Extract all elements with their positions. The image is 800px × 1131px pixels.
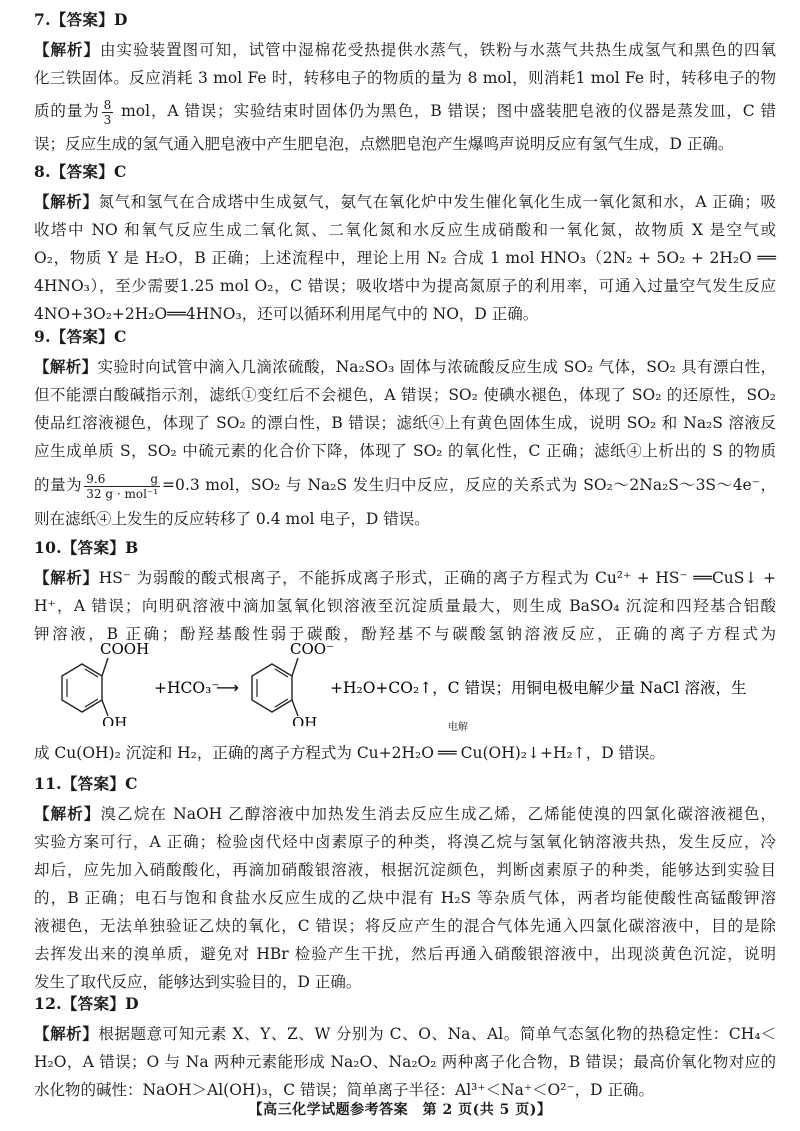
oh-label-2: OH [292,714,318,726]
q9-analysis: 【解析】实验时向试管中滴入几滴浓硫酸，Na₂SO₃ 固体与浓硫酸反应生成 SO₂ 气体，SO₂ 具有漂白性， 但不能漂白酸碱指示剂，滤纸①变红后不会褪色，A 错误；SO₂ 使碘水褪色，体现了 SO₂ 的还原性，SO₂ 使品红溶液褪色，体现了 SO₂ 的漂白性，B 错误；滤纸④上有黄色固体生成，说明 SO₂ 和 Na₂S 溶液反 应生成单质 S，SO₂ 中硫元素的化合价下降，体现了 SO₂ 的氧化性，C 正确；滤纸④上析出的 S 的物质 的量为 $\frac{9.6 g}{\text{32 g · mol⁻¹}}$ =0.3 mol，SO₂ 与 Na₂S 发生归中反应，反应的关系式为 SO₂～2Na₂S～3S～4e⁻， 则在滤纸④上发生的反应转移了 0.4 mol 电子，D 错误。 [34,357,776,528]
q7-header: 7.【答案】D [34,10,128,29]
q10-header: 10.【答案】B [34,538,139,557]
cooh-label: COOH [100,640,150,658]
reaction-arrow: ⟶ [216,678,239,697]
q12-analysis: 【解析】根据题意可知元素 X、Y、Z、W 分别为 C、O、Na、Al。简单气态氢化物的热稳定性：CH₄＜ H₂O，A 错误；O 与 Na 两种元素能形成 Na₂O、Na₂O₂ 两种离子化合物，B 错误；最高价氧化物对应的 水化物的碱性：NaOH＞Al(OH)₃，C 错误；简单离子半径：Al³⁺＜Na⁺＜O²⁻，D 正确。 [34,1024,776,1099]
q8-analysis: 【解析】氮气和氢气在合成塔中生成氨气，氨气在氧化炉中发生催化氧化生成一氧化氮和水，A 正确；吸 收塔中 NO 和氧气反应生成二氧化氮、二氧化氮和水反应生成硝酸和一氧化氮，故物质 X 是空气或 O₂，物质 Y 是 H₂O，B 正确；上述流程中，理论上用 N₂ 合成 1 mol HNO₃（2N₂ + 5O₂ + 2H₂O ══ 4HNO₃），至少需要1.25 mol O₂，C 错误；吸收塔中为提高氮原子的利用率，可通入过量空气发生反应 4NO+3O₂+2H₂O══4HNO₃，还可以循环利用尾气中的 NO，D 正确。 [34,192,776,323]
equation-tail: +H₂O+CO₂↑，C 错误；用铜电极电解少量 NaCl 溶液，生 [330,679,747,697]
coo-label: COO⁻ [290,640,334,658]
fraction-mol: $\frac{9.6 g}{\text{32 g · mol⁻¹}}$ [86,471,159,501]
q11-analysis: 【解析】溴乙烷在 NaOH 乙醇溶液中加热发生消去反应生成乙烯，乙烯能使溴的四氯化碳溶液褪色， 实验方案可行，A 正确；检验卤代烃中卤素原子的种类，将溴乙烷与氢氧化钠溶液共热，发生反应，冷 却后，应先加入硝酸酸化，再滴加硝酸银溶液，根据沉淀颜色，判断卤素原子的种类，能够达到实验目 的，B 正确；电石与饱和食盐水反应生成的乙炔中混有 H₂S 等杂质气体，两者均能使酸性高锰酸钾溶 液褪色，无法单独验证乙炔的氧化，C 错误；将反应产生的混合气体先通入四氯化碳溶液中，目的是除 去挥发出来的溴单质，避免对 HBr 检验产生干扰，然后再通入硝酸银溶液中，出现淡黄色沉淀，说明 发生了取代反应，能够达到实验目的，D 正确。 [34,804,776,991]
fraction-8-3: $\frac{8}{3}$ [103,97,112,127]
q8-header: 8.【答案】C [34,162,127,181]
q11-header: 11.【答案】C [34,774,138,793]
q9-header: 9.【答案】C [34,327,127,346]
q12-header: 12.【答案】D [34,994,139,1013]
q10-analysis-end: 成 Cu(OH)₂ 沉淀和 H₂，正确的离子方程式为 Cu+2H₂O 电解 ══ Cu(OH)₂↓+H₂↑，D 错误。 [34,736,776,766]
q7-analysis: 【解析】由实验装置图可知，试管中湿棉花受热提供水蒸气，铁粉与水蒸气共热生成氢气和黑色的四氧 化三铁固体。反应消耗 3 mol Fe 时，转移电子的物质的量为 8 mol，则消耗1 mol Fe 时，转移电子的物 质的量为 $\frac{8}{3}$ mol，A 错误；实验结束时固体仍为黑色，B 错误；图中盛装肥皂液的仪器是蒸发皿，C 错 误；反应生成的氢气通入肥皂液中产生肥皂泡，点燃肥皂泡产生爆鸣声说明反应有氢气生成，D 正确。 [34,40,776,153]
salicylate-equation [44,636,764,726]
benzene-rings [44,636,764,726]
page-footer: 【高三化学试题参考答案 第 2 页(共 5 页)】 [248,1102,552,1118]
hco3-label: +HCO₃⁻ [154,679,220,697]
q10-analysis: 【解析】HS⁻ 为弱酸的酸式根离子，不能拆成离子形式，正确的离子方程式为 Cu²⁺ + HS⁻ ══CuS↓ + H⁺，A 错误；向明矾溶液中滴加氢氧化钡溶液至沉淀质量最大，则生成 BaSO₄ 沉淀和四羟基合铝酸 钾溶液，B 正确；酚羟基酸性弱于碳酸，酚羟基不与碳酸氢钠溶液反应，正确的离子方程式为 [34,568,776,643]
oh-label-1: OH [102,714,128,726]
electrolysis-arrow: 电解 ══ [437,722,468,762]
